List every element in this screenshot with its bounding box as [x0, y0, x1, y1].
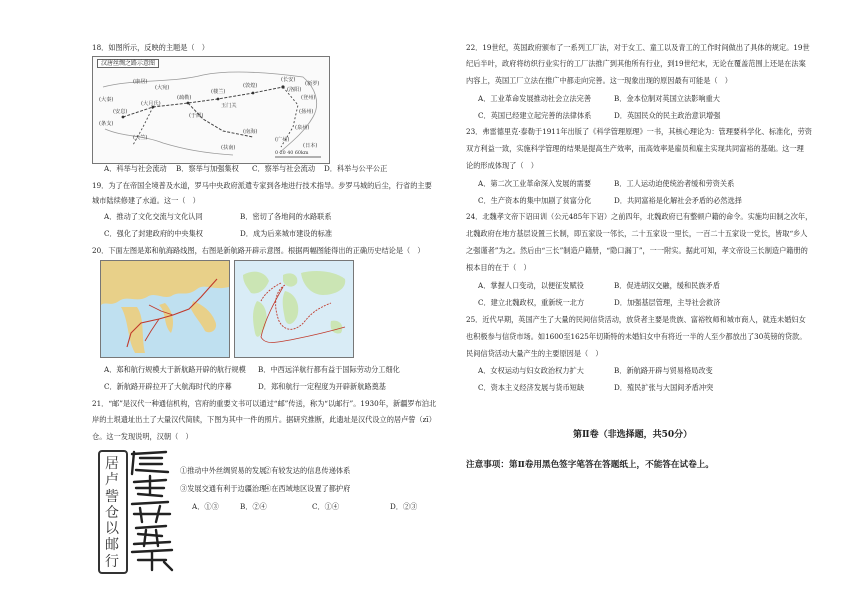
map-title: 汉唐丝绸之路示意图	[97, 59, 159, 68]
slip-char: 訾	[105, 488, 119, 505]
q22-option-c[interactable]: C．英国已经建立起完善的法律体系	[478, 111, 592, 120]
q19-line: 19．为了在帝国全境普及水道，罗马中央政府派遣专家到各地进行技术指导。步罗马城的后尘，行省的主要	[92, 181, 432, 190]
q21-option-b[interactable]: B．②④	[240, 502, 267, 511]
slip-char: 邮	[105, 537, 119, 554]
q24-line: 24．北魏孝文帝下诏田训（公元485年下诏）之前四年，北魏政府已有整顿户籍的命令。实施均田制之次年，	[466, 212, 813, 221]
slip-char: 居	[105, 456, 119, 472]
q19-line: 城市陆续修建了水道。这一（ ）	[92, 196, 200, 205]
map-label: 玉门关	[221, 103, 237, 109]
q25-option-b[interactable]: B．新航路开辟与贸易格局改变	[614, 366, 713, 375]
q24-option-a[interactable]: A．掌握人口变动，以便征发赋役	[478, 281, 584, 290]
q21-option-d[interactable]: D．②③	[390, 502, 418, 511]
map-label: (登州)	[301, 95, 316, 101]
q25-line: 民间信贷活动大量产生的主要原因是（ ）	[466, 349, 603, 358]
map-label: (大秦)	[99, 97, 114, 103]
q18-option-d[interactable]: D．科举与公平公正	[324, 164, 388, 173]
map-label: (敦煌)	[243, 83, 258, 89]
q25-option-a[interactable]: A．女权运动与妇女政治权力扩大	[478, 366, 584, 375]
q19-option-c[interactable]: C．强化了封建政府的中央集权	[104, 229, 203, 238]
q23-option-c[interactable]: C．生产资本的集中加剧了贫富分化	[478, 196, 592, 205]
q25-line: 25．近代早期，英国产生了大量的民间信贷活动，放贷者主要是贵族、富裕牧师和城市商人，就连未婚妇女	[466, 315, 806, 324]
q23-line: 论的形成体现了（ ）	[466, 161, 538, 170]
map-label: (天竺)	[133, 135, 148, 141]
map-label: (南海)	[243, 129, 258, 135]
q21-choice-1: ①推动中外丝绸贸易的发展	[180, 466, 267, 475]
q23-option-d[interactable]: D．共同富裕是化解社会矛盾的必然选择	[614, 196, 742, 205]
q25-option-d[interactable]: D．殖民扩张与大国间矛盾冲突	[614, 383, 714, 392]
q23-line: 23．弗雷德里克·泰勒于1911年出版了《科学管理原理》一书，其核心理论为：管理要科学化、标准化，劳资	[466, 127, 812, 136]
map-label: (泉州)	[295, 125, 310, 131]
map-label: (安息)	[113, 109, 128, 115]
q18-option-a[interactable]: A．科举与社会流动	[104, 164, 167, 173]
q24-line: 根本目的在于（ ）	[466, 263, 531, 272]
map-label: (楼兰)	[211, 89, 226, 95]
q21-option-a[interactable]: A．①③	[192, 502, 219, 511]
map-label: (康居)	[133, 79, 148, 85]
q25-option-c[interactable]: C．资本主义经济发展与货币短缺	[478, 383, 585, 392]
q21-line: 仓。这一发现说明，汉朝（ ）	[92, 432, 193, 441]
q18-option-b[interactable]: B．察举与加强集权	[176, 164, 239, 173]
q23-option-b[interactable]: B．工人运动迫使统治者缓和劳资关系	[614, 179, 735, 188]
q21-choice-4: ④在西域地区设置了都护府	[264, 484, 351, 493]
new-sea-route-map	[234, 260, 354, 358]
q22-option-d[interactable]: D．英国民众的民主政治意识增强	[614, 111, 721, 120]
q20-option-a[interactable]: A．郑和航行规模大于新航路开辟的航行规模	[104, 365, 246, 374]
q24-option-c[interactable]: C．建立北魏政权，重新统一北方	[478, 298, 585, 307]
slip-char: 卢	[105, 472, 119, 489]
q21-choice-2: ②有较发达的信息传递体系	[264, 466, 351, 475]
q23-line: 双方利益一致，实施科学管理的结果是提高生产效率，而高效率是雇员和雇主实现共同富裕的基础。这一理	[466, 144, 804, 153]
new-route-map-drawing	[235, 261, 353, 357]
q18-option-c[interactable]: C．察举与社会流动	[252, 164, 316, 173]
slip-calligraphy-drawing	[126, 448, 178, 574]
q24-line: 北魏政府在地方基层设置三长制，即五家设一邻长，二十五家设一里长，一百二十五家设一党长，皆取“乡人	[466, 229, 808, 238]
map-label: (大宛)	[155, 85, 170, 91]
map-label: (大月氏)	[141, 101, 161, 107]
section-title: 第Ⅱ卷（非选择题，共50分）	[573, 430, 693, 440]
q20-option-c[interactable]: C．新航路开辟拉开了大航海时代的序幕	[104, 382, 232, 391]
silk-road-map	[92, 56, 330, 164]
map-label: (新罗)	[305, 81, 320, 87]
map-label: (长安)	[281, 77, 296, 83]
q21-choice-3: ③发展交通有利于边疆治理	[180, 484, 267, 493]
q22-line: 22．19世纪，英国政府颁布了一系列工厂法，对于女工、童工以及青工的工作时间做出了具体的规定。19世	[466, 43, 810, 52]
q21-line: 岸的土垠遗址出土了大量汉代简牍，下图为其中一件的照片。据研究推断，此遗址是汉代设立的居卢訾（zī）	[92, 415, 436, 424]
q19-option-a[interactable]: A．推动了文化交流与文化认同	[104, 212, 203, 221]
map-label: (广州)	[275, 137, 290, 143]
q24-option-d[interactable]: D．加强基层管理，主导社会救济	[614, 298, 721, 307]
q25-line: 也积极参与信贷市场。如1600至1625年切斯特的未婚妇女中有将近一半的人至少都放出了30英镑的贷款。	[466, 332, 807, 341]
q21-option-c[interactable]: C．①④	[312, 502, 340, 511]
map-label: (条支)	[99, 121, 114, 127]
q21-line: 21．“邮”是汉代一种通信机构，官府的重要文书可以通过“邮”传送，称为“以邮行”。1930年，新疆罗布泊北	[92, 399, 437, 408]
q20-option-b[interactable]: B．中西远洋航行都有益于国际劳动分工细化	[258, 365, 400, 374]
notice-text: 注意事项：第Ⅱ卷用黑色签字笔答在答题纸上，不能答在试卷上。	[466, 460, 714, 470]
q24-option-b[interactable]: B．促进胡汉交融，缓和民族矛盾	[614, 281, 720, 290]
map-label: (于阗)	[189, 113, 204, 119]
q19-option-b[interactable]: B．密切了各地间的水路联系	[240, 212, 332, 221]
slip-char: 行	[105, 553, 119, 570]
q20-stem: 20．下面左图是郑和航海路线图，右图是新航路开辟示意图。根据两幅图能得出的正确历史结论是（ ）	[92, 246, 425, 255]
map-scale: 0 20 40 60km	[275, 151, 309, 156]
q19-option-d[interactable]: D．成为后来城市建设的标准	[240, 229, 333, 238]
q23-option-a[interactable]: A．第二次工业革命深入发展的需要	[478, 179, 592, 188]
q24-line: 之强谨者”为之。然后由“三长”制造户籍册，“隐口漏丁”，一一附实。据此可知，孝文帝设三长制造户籍册的	[466, 246, 808, 255]
q22-option-a[interactable]: A．工业革命发展推动社会立法完善	[478, 94, 592, 103]
map-label: (疏勒)	[177, 95, 192, 101]
map-label: (日本)	[303, 143, 318, 149]
han-bamboo-slip-photo	[98, 450, 128, 574]
q22-line: 内容上，英国工厂立法在推广中都走向完善。这一现象出现的原因最有可能是（ ）	[466, 76, 732, 85]
q22-line: 纪后半叶，政府将纺织行业实行的工厂法推广到其他所有行业，到19世纪末，无论在覆盖范围上还是在法案	[466, 59, 806, 68]
map-label: (扶南)	[221, 145, 236, 151]
q22-option-b[interactable]: B．金本位制对英国立法影响重大	[614, 94, 720, 103]
slip-char: 仓	[105, 504, 119, 521]
zhenghe-voyage-map	[100, 260, 230, 358]
map-label: (洛阳)	[287, 87, 302, 93]
map-label: (扬州)	[299, 109, 314, 115]
zhenghe-map-drawing	[101, 261, 229, 357]
silk-road-map-drawing	[93, 57, 329, 163]
slip-char: 以	[105, 521, 119, 538]
q20-option-d[interactable]: D．郑和航行一定程度为开辟新航路奠基	[258, 382, 386, 391]
q18-stem: 18．如图所示，反映的主题是（ ）	[92, 43, 209, 52]
